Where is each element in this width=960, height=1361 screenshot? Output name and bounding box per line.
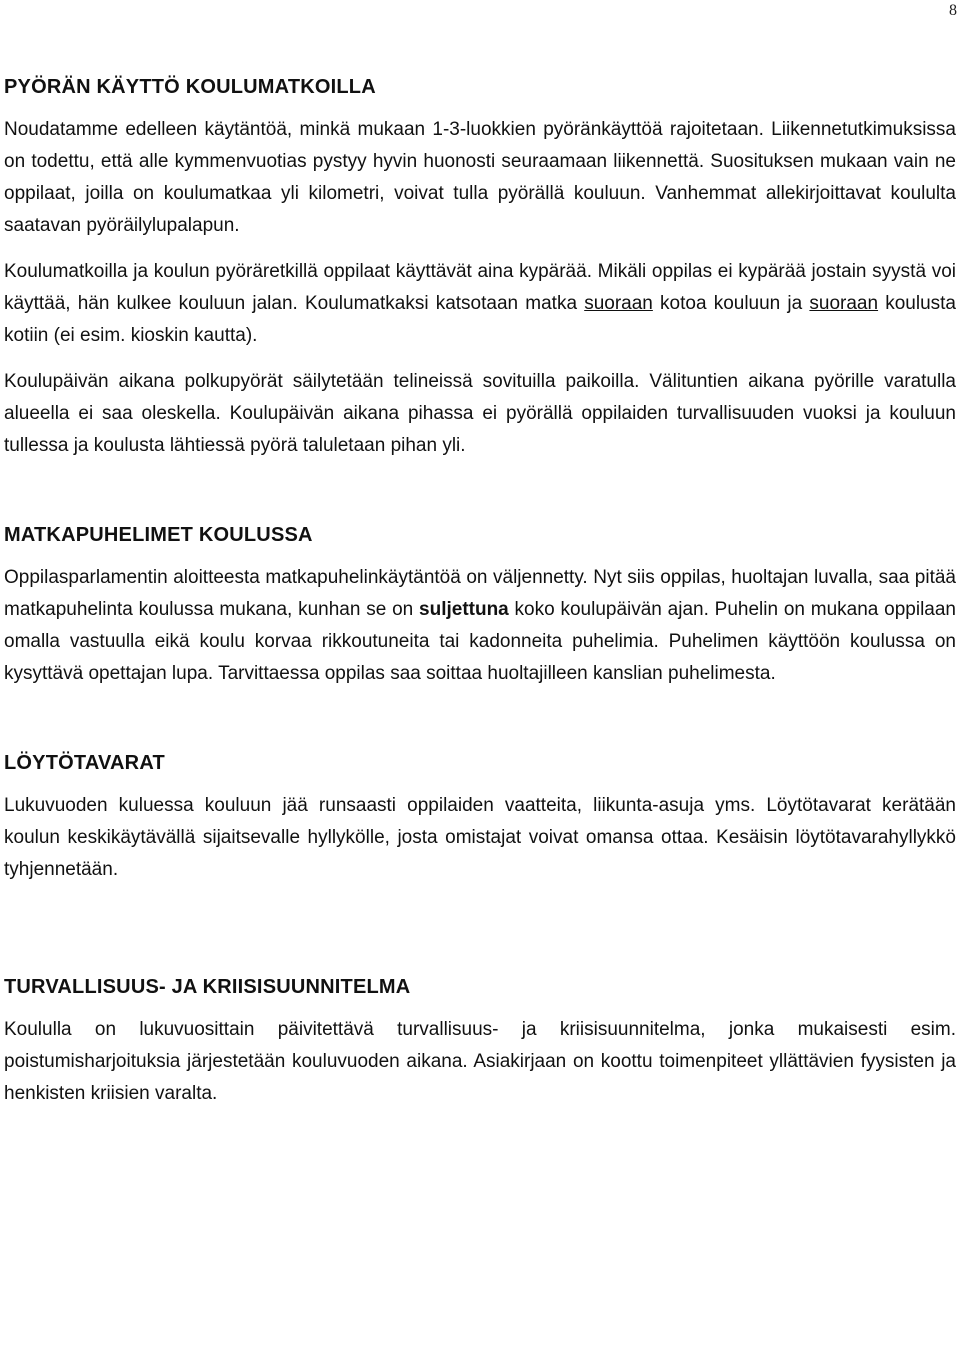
paragraph-safety-plan: Koululla on lukuvuosittain päivitettävä turvallisuus- ja kriisisuunnitelma, jonka mukaisesti esim. poistumisharjoituksia järjestetään kouluvuoden aikana. Asiakirjaan on koottu toimenpiteet yllättävien fyysisten ja henkisten kriisien varalta. bbox=[4, 1019, 956, 1104]
section-bike bbox=[4, 72, 956, 462]
document-body bbox=[4, 72, 956, 1124]
text-run: kotoa kouluun ja bbox=[652, 293, 810, 314]
text-run: Koulumatkoilla ja koulun pyöräretkillä oppilaat käyttävät aina kypärää. Mikäli oppilas ei kypärää jostain syystä voi käyttää, hän kulkee kouluun jalan. Koulumatkaksi katsotaan matka bbox=[4, 261, 956, 314]
paragraph-lost-items: Lukuvuoden kuluessa kouluun jää runsaasti oppilaiden vaatteita, liikunta-asuja yms. Löytötavarat kerätään koulun keskikäytävällä sijaitsevalle hyllykölle, josta omistajat voivat omansa ottaa. Kesäisin löytötavarahyllykkö tyhjennetään. bbox=[4, 795, 956, 880]
section-title-phones: MATKAPUHELIMET KOULUSSA bbox=[4, 524, 313, 546]
paragraph-bike-parking: Koulupäivän aikana polkupyörät säilytetään telineissä sovituilla paikoilla. Välituntien aikana pyörille varatulla alueella ei saa oleskella. Koulupäivän aikana pihassa ei pyörällä oppilaiden turvallisuuden vuoksi ja kouluun tullessa ja koulusta lähtiessä pyörä taluletaan pihan yli. bbox=[4, 371, 956, 456]
spacer bbox=[4, 476, 956, 520]
underlined-text: suoraan bbox=[584, 293, 653, 314]
underlined-text: suoraan bbox=[809, 293, 879, 314]
bold-text: suljettuna bbox=[419, 599, 509, 620]
spacer bbox=[4, 900, 956, 972]
paragraph-bike-rules: Noudatamme edelleen käytäntöä, minkä mukaan 1-3-luokkien pyöränkäyttöä rajoitetaan. Liikennetutkimuksissa on todettu, että alle kymmenvuotias pystyy hyvin huonosti seuraamaan liikennettä. Suosituksen mukaan vain ne oppilaat, joilla on koulumatkaa yli kilometri, voivat tulla pyörällä kouluun. Vanhemmat allekirjoittavat koululta saatavan pyöräilylupalapun. bbox=[4, 119, 956, 236]
section-title-bike: PYÖRÄN KÄYTTÖ KOULUMATKOILLA bbox=[4, 76, 376, 98]
text-run: koulusta kotiin (ei esim. kioskin kautta). bbox=[4, 293, 957, 346]
paragraph-phones bbox=[4, 562, 956, 690]
section-title-lost-items: LÖYTÖTAVARAT bbox=[4, 752, 165, 774]
section-safety-plan bbox=[4, 972, 956, 1110]
section-lost-items bbox=[4, 748, 956, 886]
text-run: koko koulupäivän ajan. Puhelin on mukana oppilaan omalla vastuulla eikä koulu korvaa rikkoutuneita tai kadonneita puhelimia. Puhelimen käyttöön koulussa on kysyttävä opettajan lupa. Tarvittaessa oppilas saa soittaa huoltajilleen kanslian puhelimesta. bbox=[4, 599, 956, 684]
spacer bbox=[4, 704, 956, 748]
paragraph-bike-helmet bbox=[4, 256, 956, 352]
section-title-safety-plan: TURVALLISUUS- JA KRIISISUUNNITELMA bbox=[4, 976, 411, 998]
text-run: Oppilasparlamentin aloitteesta matkapuhelinkäytäntöä on väljennetty. Nyt siis oppilas, huoltajan luvalla, saa pitää matkapuhelinta koulussa mukana, kunhan se on bbox=[4, 567, 956, 620]
page-number: 8 bbox=[949, 2, 957, 19]
section-phones bbox=[4, 520, 956, 690]
